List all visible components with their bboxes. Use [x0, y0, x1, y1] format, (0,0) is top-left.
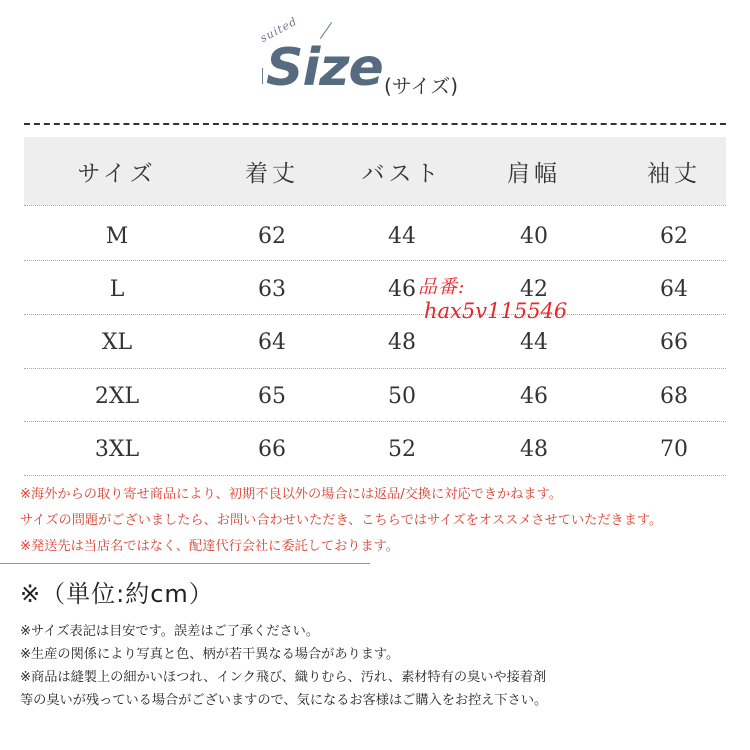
general-note: ※商品は縫製上の細かいほつれ、インク飛び、織りむら、汚れ、素材特有の臭いや接着剤: [20, 670, 547, 685]
cell-shoulder: 48: [520, 436, 548, 462]
cell-length: 65: [258, 383, 286, 409]
warning-notes: [20, 482, 730, 560]
product-code-label: 品番:: [418, 276, 466, 298]
cell-size: L: [109, 276, 125, 302]
cell-sleeve: 64: [660, 276, 688, 302]
product-code-value: hax5v115546: [424, 299, 568, 323]
cell-length: 63: [258, 276, 286, 302]
cell-bust: 48: [388, 329, 416, 355]
header-shoulder: 肩幅: [507, 160, 561, 187]
table-row: [24, 209, 726, 263]
cell-sleeve: 70: [660, 436, 688, 462]
cell-length: 64: [258, 329, 286, 355]
general-note: ※生産の関係により写真と色、柄が若干異なる場合があります。: [20, 647, 400, 662]
cell-bust: 50: [388, 383, 416, 409]
cell-sleeve: 62: [660, 223, 688, 249]
row-divider: [24, 205, 726, 206]
header-bust: バスト: [361, 160, 443, 187]
cell-bust: 44: [388, 223, 416, 249]
general-note: ※サイズ表記は目安です。誤差はご了承ください。: [20, 624, 320, 639]
cell-shoulder: 40: [520, 223, 548, 249]
header-size: サイズ: [77, 160, 157, 187]
row-divider: [24, 475, 726, 476]
dashed-divider: [24, 123, 726, 125]
table-row: [24, 315, 726, 369]
cell-shoulder: 42: [520, 276, 548, 302]
general-note: 等の臭いが残っている場合がございますので、気になるお客様はご購入をお控え下さい。: [20, 693, 548, 708]
decorative-stroke: [320, 22, 332, 39]
cell-size: M: [105, 223, 129, 249]
section-divider: [0, 563, 370, 564]
size-title-jp: (サイズ): [384, 74, 459, 98]
table-header-row: [24, 137, 726, 205]
cell-size: XL: [101, 329, 133, 355]
general-notes: [20, 620, 730, 712]
product-code-watermark: [418, 278, 567, 322]
unit-label: ※（単位:約cm）: [20, 580, 214, 608]
cell-size: 3XL: [94, 436, 140, 462]
cell-length: 62: [258, 223, 286, 249]
table-row: [24, 262, 726, 316]
size-header: [257, 14, 520, 108]
cell-shoulder: 46: [520, 383, 548, 409]
cell-bust: 46: [388, 276, 416, 302]
cell-bust: 52: [388, 436, 416, 462]
warning-note: ※海外からの取り寄せ商品により、初期不良以外の場合には返品/交換に対応できかねます。: [20, 487, 562, 502]
cell-shoulder: 44: [520, 329, 548, 355]
warning-note: ※発送先は当店名ではなく、配達代行会社に委託しております。: [20, 539, 399, 554]
cell-sleeve: 66: [660, 329, 688, 355]
header-length: 着丈: [245, 160, 299, 187]
cell-size: 2XL: [94, 383, 140, 409]
row-divider: [24, 260, 726, 261]
cell-sleeve: 68: [660, 383, 688, 409]
decorative-stroke: [262, 68, 263, 84]
cell-length: 66: [258, 436, 286, 462]
table-row: [24, 422, 726, 476]
table-row: [24, 369, 726, 423]
size-title: Size: [266, 38, 383, 98]
header-sleeve: 袖丈: [647, 160, 701, 187]
warning-note: サイズの問題がございましたら、お問い合わせいただき、こちらではサイズをオススメさせていただきます。: [20, 513, 663, 528]
suited-label: suited: [257, 14, 300, 46]
